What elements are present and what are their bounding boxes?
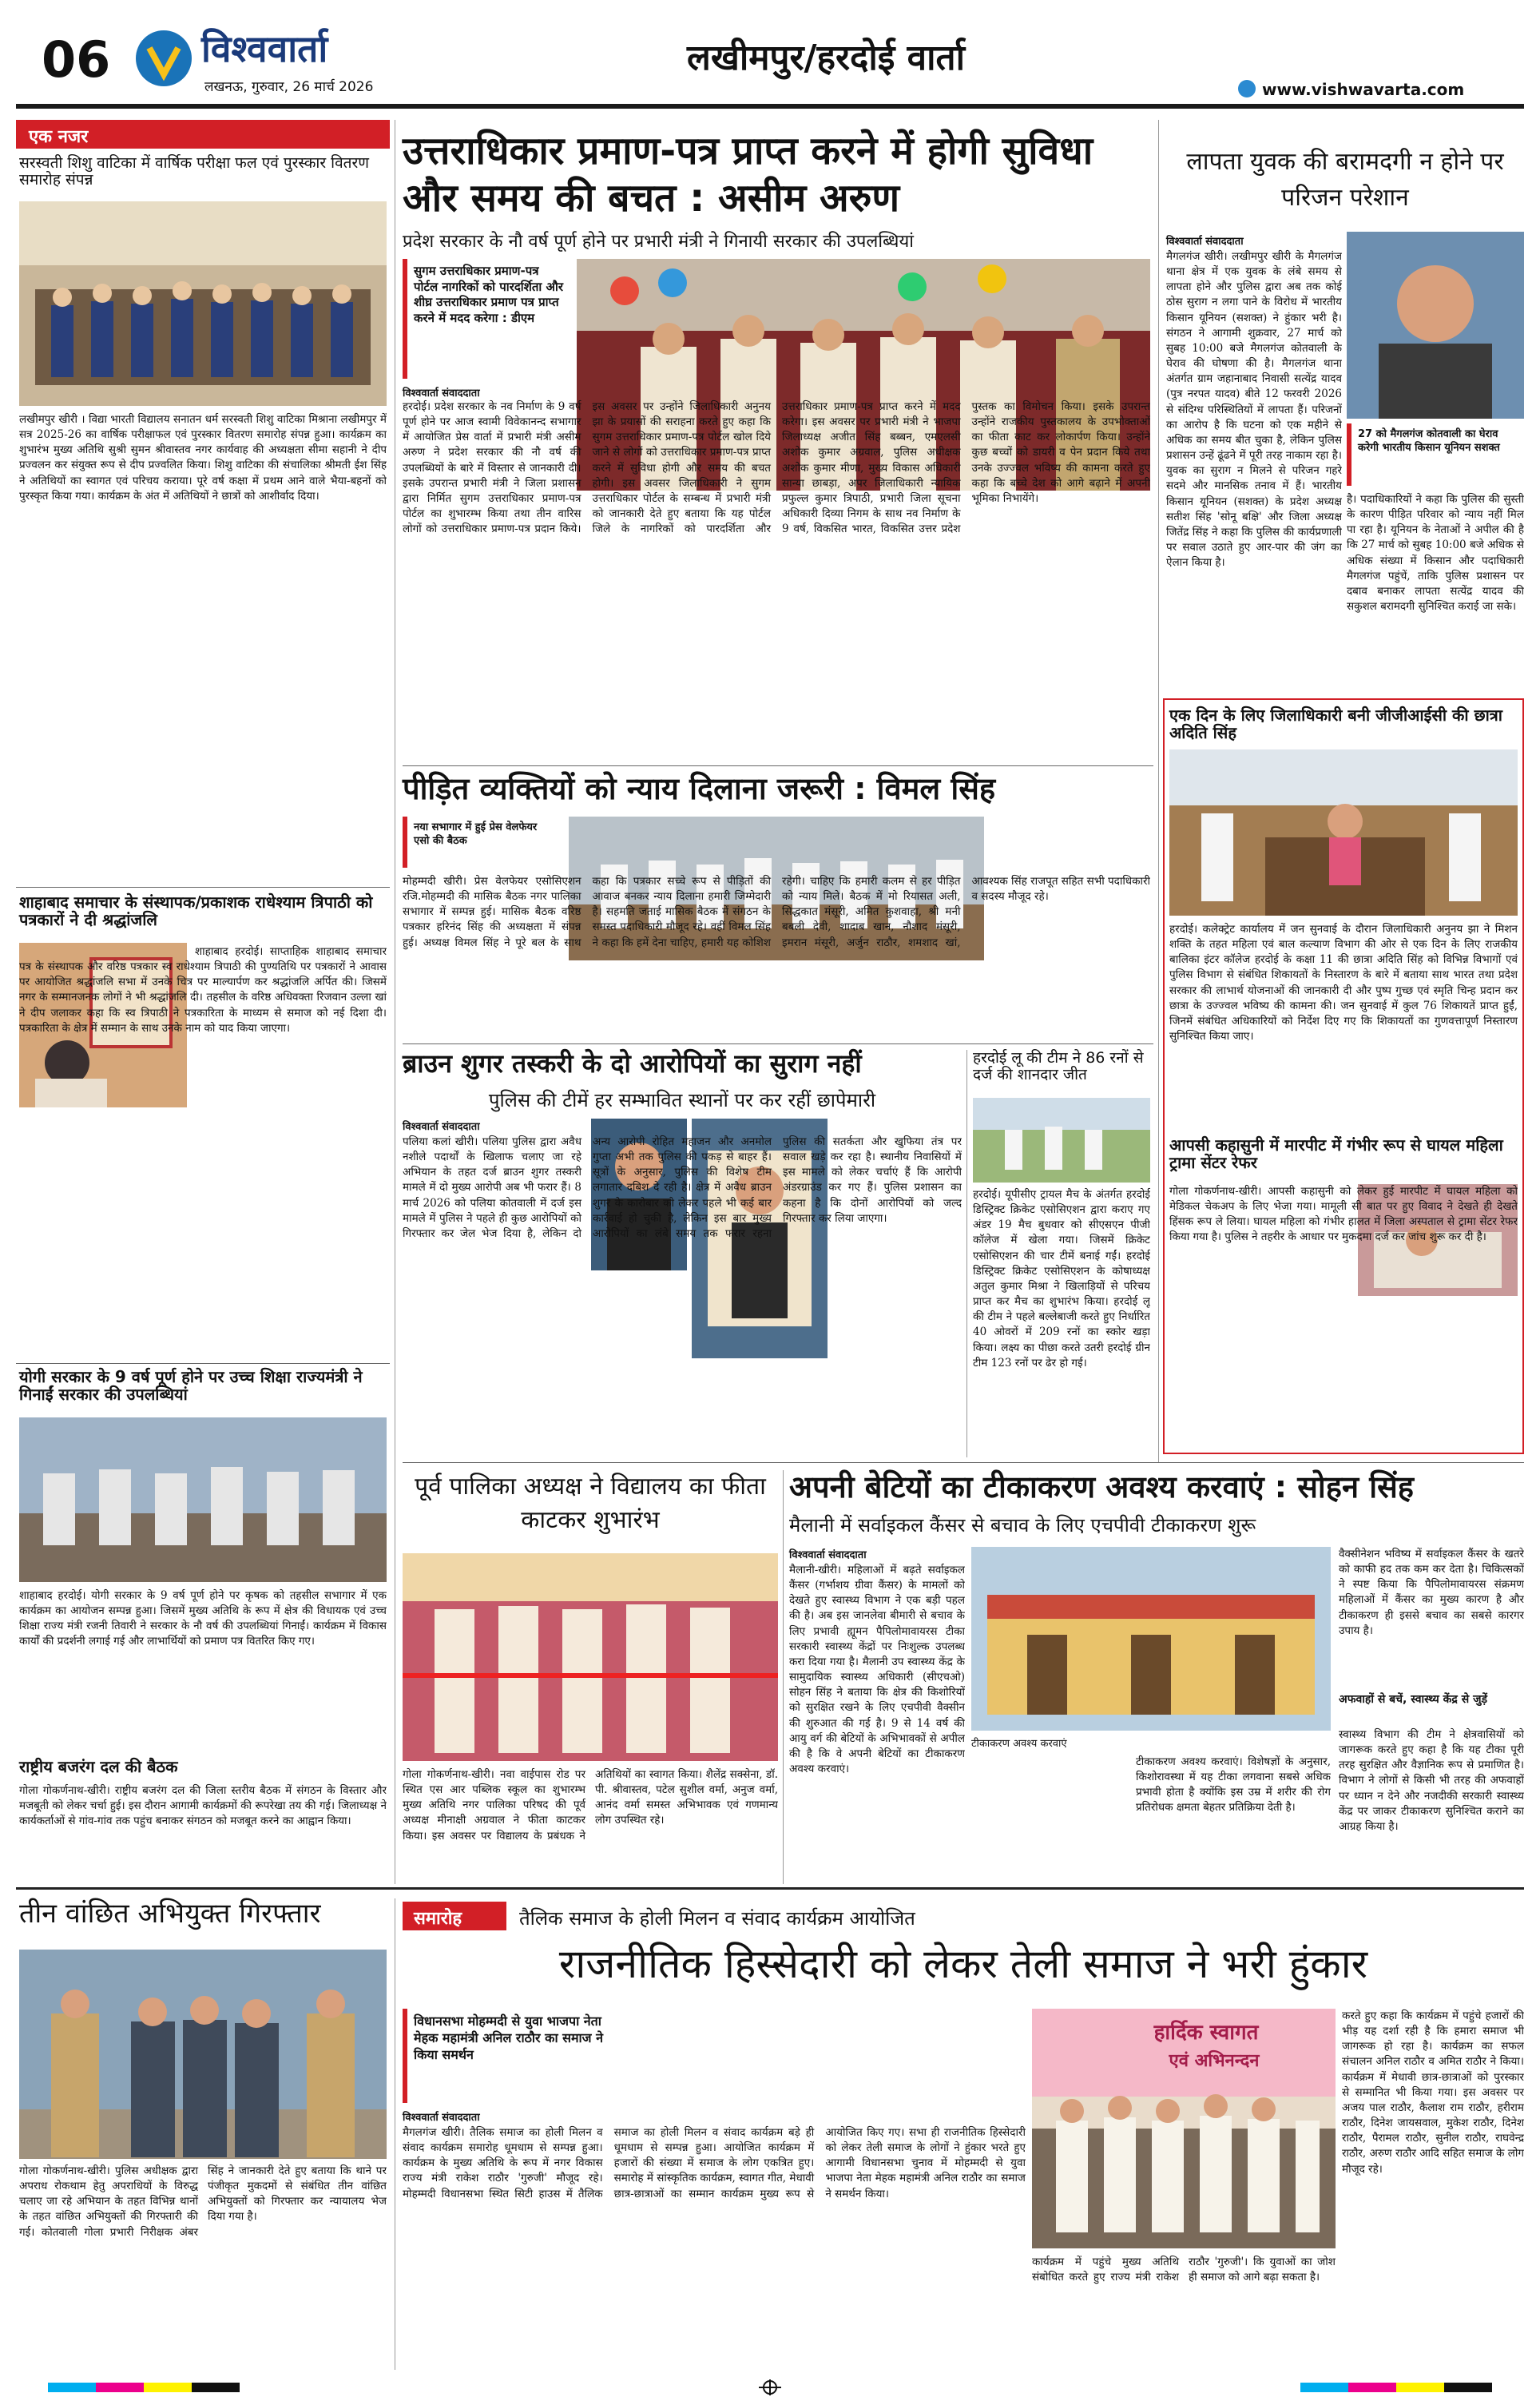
column-rule bbox=[1158, 120, 1159, 1462]
divider bbox=[16, 887, 390, 888]
section-title: लखीमपुर/हरदोई वार्ता bbox=[687, 38, 965, 78]
story-yogi-body: शाहाबाद हरदोई। योगी सरकार के 9 वर्ष पूर्ण होने पर कृषक को तहसील सभागार में एक कार्यक्रम का आयोजन सम्पन्न हुआ। जिसमें मुख्य अतिथि के रूप में क्षेत्र की विधायक एवं उच्च शिक्षा राज्य मंत्री रजनी तिवारी ने सरकार के नौ वर्ष की उपलब्धियां गिनाईं। कार्यक्रम में विकास कार्यों की प्रदर्शनी लगाई गई और लाभार्थियों को प्रमाण पत्र वितरित किए गए। bbox=[19, 1589, 387, 1648]
story-bajrang-headline: राष्ट्रीय बजरंग दल की बैठक bbox=[19, 1757, 178, 1776]
missing-body: मैगलगंज खीरी। लखीमपुर खीरी के मैगलगंज थाना क्षेत्र में एक युवक के लंबे समय से लापता होने और पुलिस द्वारा अब तक कोई ठोस सुराग न लगा पाने के विरोध में भारतीय किसान यूनियन (सशक्त) ने हुंकार भरी है। संगठन ने आगामी शुक्रवार, 27 मार्च को सुबह 10:00 बजे मैगलगंज कोतवाली के घेराव की घोषणा की है। मैगलगंज थाना अंतर्गत ग्राम जहानाबाद निवासी सत्येंद्र यादव (पुत्र नरपत यादव) बीते 12 फरवरी 2026 से संदिग्ध परिस्थितियों में लापता हैं। परिजनों का आरोप है कि घटना को एक महीने से अधिक का समय बीत चुका है, लेकिन पुलिस प्रशासन उन्हें ढूंढने में पूरी तरह नाकाम रहा है। युवक का सुराग न मिलने से परिजन गहरे सदमे और मानसिक तनाव में हैं। भारतीय किसान यूनियन (सशक्त) के प्रदेश अध्यक्ष सतीश सिंह 'सोनू बक्षि' और जिला अध्यक्ष जितेंद्र सिंह ने कहा कि पुलिस की कार्यप्रणाली पर सवाल उठाते हुए आर-पार की जंग का ऐलान किया है। bbox=[1166, 250, 1342, 570]
teli-kicker: तैलिक समाज के होली मिलन व संवाद कार्यक्रम आयोजित bbox=[519, 1907, 915, 1930]
missing-callout: 27 को मैगलगंज कोतवाली का घेराव करेगी भारतीय किसान यूनियन सशक्त bbox=[1347, 423, 1524, 486]
teli-body-cont: करते हुए कहा कि कार्यक्रम में पहुंचे हजारों की भीड़ यह दर्शा रही है कि हमारा समाज भी जागरूक हो रहा है। कार्यक्रम का सफल संचालन अनिल राठौर व अमित राठौर ने किया। कार्यक्रम में मेधावी छात्र-छात्राओं को पुरस्कार से सम्मानित भी किया गया। इस अवसर पर अजय पाल राठौर, कैलाश राम राठौर, हरीराम राठौर, दिनेश जायसवाल, मुकेश राठौर, दिनेश राठौर, पैरामल राठौर, सुनील राठौर, राघवेन्द्र राठौर, अरुण राठौर आदि सहित समाज के लोग मौजूद रहे। bbox=[1342, 2009, 1524, 2176]
teli-banner-2: एवं अभिनन्दन bbox=[1169, 2051, 1260, 2071]
masthead-rule bbox=[16, 104, 1524, 109]
teli-banner-1: हार्दिक स्वागत bbox=[1153, 2021, 1259, 2045]
palika-headline: पूर्व पालिका अध्यक्ष ने विद्यालय का फीता काटकर शुभारंभ bbox=[415, 1473, 766, 1534]
page-number: 06 bbox=[42, 30, 111, 89]
palika-photo bbox=[403, 1553, 778, 1761]
yogi-event-photo bbox=[19, 1417, 387, 1582]
column-rule bbox=[783, 1470, 784, 1884]
column-rule bbox=[966, 1050, 967, 1457]
missing-headline: लापता युवक की बरामदगी न होने पर परिजन परेशान bbox=[1186, 148, 1504, 212]
sugar-byline: विश्ववार्ता संवाददाता bbox=[403, 1121, 480, 1133]
hpv-photo-caption: टीकाकरण अवश्य करवाएं bbox=[971, 1738, 1067, 1750]
collector-photo bbox=[1169, 749, 1518, 916]
vimal-headline: पीड़ित व्यक्तियों को न्याय दिलाना जरूरी : विमल सिंह bbox=[403, 771, 996, 806]
missing-photo bbox=[1347, 232, 1524, 419]
story-saraswati-body: लखीमपुर खीरी । विद्या भारती विद्यालय सनातन धर्म सरस्वती शिशु वाटिका मिश्राना लखीमपुर में सत्र 2025-26 का वार्षिक परीक्षाफल एवं पुरस्कार वितरण समारोह संपन्न हुआ। कार्यक्रम का शुभारंभ मुख्य अतिथि सुश्री सुमन श्रीवास्तव नगर कार्यवाह की अध्यक्षता सीमा सहानी ने दीप प्रज्वलन कर संयुक्त रूप से दीप प्रज्वलित किया। शिशु वाटिका की संचालिका श्रीमती ईश सिंह ने अतिथियों का स्वागत एवं परिचय कराया। पूरे वर्ष कक्षा में प्रथम आने वाले भैया-बहनों को पुरस्कृत किया गया। कार्यक्रम के अंत में अतिथियों ने छात्रों को आशीर्वाद दिया। bbox=[19, 413, 387, 503]
hpv-byline: विश्ववार्ता संवाददाता bbox=[789, 1549, 867, 1561]
arrest-photo bbox=[19, 1950, 387, 2159]
lead-body: हरदोई। प्रदेश सरकार के नव निर्माण के 9 वर्ष पूर्ण होने पर आज स्वामी विवेकानन्द सभागार में आयोजित प्रेस वार्ता में प्रभारी मंत्री असीम अरुण ने प्रदेश सरकार की नौ वर्ष की उपलब्धियों के बारे में विस्तार से जानकारी दी। इसके उपरान्त प्रभारी मंत्री ने जिला प्रशासन द्वारा निर्मित सुगम उत्तराधिकार प्रमाण-पत्र पोर्टल का शुभारम्भ किया तथा तीन वारिस लोगों को उत्तराधिकार प्रमाण-पत्र प्रदान किये। इस अवसर पर उन्होंने जिलाधिकारी अनुनय झा के प्रयासों की सराहना करते हुए कहा कि सुगम उत्तराधिकार प्रमाण-पत्र पोर्टल खोल दिये जाने से लोगों को उत्तराधिकार प्रमाण-पत्र प्राप्त करने में सुविधा होगी और समय की बचत होगी। इस अवसर जिलाधिकारी ने सुगम उत्तराधिकार पोर्टल के सम्बन्ध में प्रभारी मंत्री को जानकारी देते हुए बताया कि यह पोर्टल जिले के नागरिकों को पारदर्शिता और उत्तराधिकार प्रमाण-पत्र प्राप्त करने में मदद करेगा। इस अवसर पर प्रभारी मंत्री ने भाजपा जिलाध्यक्ष अजीत सिंह बब्बन, एमएलसी अशोक कुमार अग्रवाल, पुलिस अधीक्षक अशोक कुमार मीणा, मुख्य विकास अधिकारी सान्या छाबड़ा, अपर जिलाधिकारी न्यायिक प्रफुल्ल कुमार त्रिपाठी, प्रभारी जिला सूचना अधिकारी दिव्या निगम के साथ नव निर्माण के 9 वर्ष, विकसित भारत, विकसित उत्तर प्रदेश पुस्तक का विमोचन किया। इसके उपरान्त उन्होंने राजकीय पुस्तकालय के उपभोक्ताओं का फीता काट कर लोकार्पण किया। उन्होंने कुछ बच्चों को डायरी व पेन प्रदान किये तथा उनके उज्ज्वल भविष्य की कामना करते हुए कहा कि बच्चे देश को आगे बढ़ाने में अपनी भूमिका निभायेंगे। bbox=[403, 400, 1150, 536]
story-bajrang-body: गोला गोकर्णनाथ-खीरी। राष्ट्रीय बजरंग दल की जिला स्तरीय बैठक में संगठन के विस्तार और मजबूती को लेकर चर्चा हुई। इस दौरान आगामी कार्यक्रमों की रूपरेखा तय की गई। जिलाध्यक्ष ने कार्यकर्ताओं से गांव-गांव तक पहुंच बनाकर संगठन को मजबूत करने का आह्वान किया। bbox=[19, 1784, 387, 1828]
website[interactable]: www.vishwavarta.com bbox=[1262, 80, 1465, 99]
divider bbox=[16, 1363, 390, 1364]
arrest-headline: तीन वांछित अभियुक्त गिरफ्तार bbox=[19, 1898, 321, 1930]
lead-callout: सुगम उत्तराधिकार प्रमाण-पत्र पोर्टल नागरिकों को पारदर्शिता और शीघ्र उत्तराधिकार प्रमाण पत्र प्राप्त करने में मदद करेगा : डीएम bbox=[403, 259, 570, 379]
missing-byline: विश्ववार्ता संवाददाता bbox=[1166, 236, 1244, 248]
hpv-body-cont2: स्वास्थ्य विभाग की टीम ने क्षेत्रवासियों को जागरूक करते हुए कहा है कि यह टीका पूरी तरह सुरक्षित और वैज्ञानिक रूप से प्रमाणित है। विभाग ने लोगों से किसी भी तरह की अफवाहों पर ध्यान न देने और नजदीकी सरकारी स्वास्थ्य केंद्र पर जाकर टीकाकरण सुनिश्चित कराने का आग्रह किया है। bbox=[1339, 1728, 1524, 1833]
school-photo bbox=[19, 201, 387, 406]
ek-nazar-tag: एक नजर bbox=[16, 120, 390, 149]
missing-body-cont: है। पदाधिकारियों ने कहा कि पुलिस की सुस्ती के कारण पीड़ित परिवार को न्याय नहीं मिल पा रहा है। यूनियन के नेताओं ने अपील की है कि 27 मार्च को सुबह 10:00 बजे अधिक से अधिक संख्या में किसान और पदाधिकारी मैगलगंज पहुंचें, ताकि पुलिस प्रशासन पर दबाव बनाकर लापता सत्येंद्र यादव की सकुशल बरामदगी सुनिश्चित कराई जा सके। bbox=[1347, 493, 1524, 614]
paper-name: विश्ववार्ता bbox=[201, 27, 328, 70]
cricket-photo bbox=[973, 1098, 1150, 1183]
hpv-body-cont: वैक्सीनेशन भविष्य में सर्वाइकल कैंसर के खतरे को काफी हद तक कम कर देता है। चिकित्सकों ने स्पष्ट किया कि पैपिलोमावायरस संक्रमण महिलाओं में कैंसर का मुख्य कारण है और टीकाकरण ही इससे बचाव का सबसे कारगर उपाय है। bbox=[1339, 1548, 1524, 1637]
hpv-subheadline: मैलानी में सर्वाइकल कैंसर से बचाव के लिए एचपीवी टीकाकरण शुरू bbox=[789, 1514, 1256, 1536]
teli-callout: विधानसभा मोहम्मदी से युवा भाजपा नेता मेहक महामंत्री अनिल राठौर का समाज ने किया समर्थन bbox=[403, 2009, 610, 2103]
cricket-body: हरदोई। यूपीसीए ट्रायल मैच के अंतर्गत हरदोई डिस्ट्रिक्ट क्रिकेट एसोसिएशन द्वारा कराए गए अंडर 19 मैच बुधवार को सीएसएन पीजी कॉलेज में खेला गया। जिसमें क्रिकेट एसोसिएशन की चार टीमें बनाई गईं। हरदोई डिस्ट्रिक्ट क्रिकेट एसोसिएशन के कोषाध्यक्ष अतुल कुमार मिश्रा ने खिलाड़ियों से परिचय प्राप्त कर मैच का शुभारंभ किया। हरदोई लू की टीम ने पहले बल्लेबाजी करते हुए निर्धारित 40 ओवरों में 209 रनों का स्कोर खड़ा किया। लक्ष्य का पीछा करते उतरी हरदोई ग्रीन टीम 123 रनों पर ढेर हो गई। bbox=[973, 1188, 1150, 1369]
ek-nazar-column bbox=[16, 120, 390, 1884]
sakhi-headline: आपसी कहासुनी में मारपीट में गंभीर रूप से घायल महिला ट्रामा सेंटर रेफर bbox=[1169, 1135, 1503, 1173]
collector-headline: एक दिन के लिए जिलाधिकारी बनी जीजीआईसी की छात्रा अदिति सिंह bbox=[1169, 706, 1502, 743]
teli-photo-caption-text: कार्यक्रम में पहुंचे मुख्य अतिथि संबोधित करते हुए राज्य मंत्री राकेश राठौर 'गुरुजी'। कि युवाओं का जोश ही समाज को आगे बढ़ा सकता है। bbox=[1032, 2256, 1336, 2284]
samaroh-tag: समारोह bbox=[403, 1902, 506, 1930]
sugar-headline: ब्राउन शुगर तस्करी के दो आरोपियों का सुराग नहीं bbox=[403, 1048, 862, 1079]
dateline: लखनऊ, गुरुवार, 26 मार्च 2026 bbox=[204, 79, 374, 95]
story-shahabad-headline: शाहाबाद समाचार के संस्थापक/प्रकाशक राधेश्याम त्रिपाठी को पत्रकारों ने दी श्रद्धांजलि bbox=[19, 892, 373, 930]
story-saraswati-headline: सरस्वती शिशु वाटिका में वार्षिक परीक्षा फल एवं पुरस्कार वितरण समारोह संपन्न bbox=[19, 154, 369, 189]
hpv-body-mid: टीकाकरण अवश्य करवाएं। विशेषज्ञों के अनुसार, किशोरावस्था में यह टीका लगवाना सबसे अधिक प्रभावी होता है क्योंकि इस उम्र में शरीर की रोग प्रतिरोधक क्षमता बेहतर प्रतिक्रिया देती है। bbox=[1136, 1755, 1331, 1815]
collector-body: हरदोई। कलेक्ट्रेट कार्यालय में जन सुनवाई के दौरान जिलाधिकारी अनुनय झा ने मिशन शक्ति के तहत महिला एवं बाल कल्याण विभाग की ओर से एक दिन के लिए राजकीय बालिका इंटर कॉलेज हरदोई के कक्षा 11 की छात्रा अदिति सिंह को विभिन्न विभागों एवं पुलिस विभाग से संबंधित शिकायतों के निस्तारण के बारे में बताया साथ भारत तथा प्रदेश सरकार की लाभार्थ योजनाओं की जानकारी दी और पुष्प गुच्छ एवं स्मृति चिन्ह प्रदान कर छात्रा के उज्ज्वल भविष्य की कामना की। जन सुनवाई में कुल 76 शिकायतें प्राप्त हुईं, जिनमें संबंधित अधिकारियों को निर्देश दिए गए कि शिकायतों का गुणवत्तापूर्ण निस्तारण सुनिश्चित किया जाए। bbox=[1169, 923, 1518, 1043]
hpv-subhead: अफवाहों से बचें, स्वास्थ्य केंद्र से जुड़ें bbox=[1339, 1693, 1487, 1706]
print-registration-strip bbox=[16, 2379, 1524, 2395]
story-shahabad-body: शाहाबाद हरदोई। साप्ताहिक शाहाबाद समाचार पत्र के संस्थापक और वरिष्ठ पत्रकार स्व राधेश्याम त्रिपाठी की पुण्यतिथि पर पत्रकारों ने आवास पर आयोजित श्रद्धांजलि सभा में उनके चित्र पर माल्यार्पण कर श्रद्धांजलि अर्पित की। जिसमें नगर के सम्मानजनक लोगों ने भी श्रद्धांजलि दी। तहसील के वरिष्ठ अधिवक्ता रिजवान उल्ला खां ने दीप जलाकर कहा कि स्व त्रिपाठी ने पत्रकारिता के माध्यम से समाज को नई दिशा दी। पत्रकारिता के क्षेत्र में सम्मान के साथ उनके नाम को याद किया जाएगा। bbox=[19, 945, 387, 1035]
divider bbox=[403, 1043, 1153, 1044]
sugar-body: पलिया कलां खीरी। पलिया पुलिस द्वारा अवैध नशीले पदार्थों के खिलाफ चलाए जा रहे अभियान के तहत दर्ज ब्राउन शुगर तस्करी मामले में दो मुख्य आरोपी अब भी फरार हैं। 8 मार्च 2026 को पलिया कोतवाली में दर्ज इस मामले में पुलिस ने पहले ही कुछ आरोपियों को गिरफ्तार कर जेल भेज दिया है, लेकिन दो अन्य आरोपी रोहित महाजन और अनमोल गुप्ता अभी तक पुलिस की पकड़ से बाहर हैं। सूत्रों के अनुसार, पुलिस की विशेष टीम लगातार दबिश दे रही है। क्षेत्र में अवैध ब्राउन शुगर के कारोबार को लेकर पहले भी कई बार कार्रवाई हो चुकी है, लेकिन इस बार मुख्य आरोपियों का लंबे समय तक फरार रहना पुलिस की सतर्कता और खुफिया तंत्र पर सवाल खड़े कर रहा है। स्थानीय निवासियों में इस मामले को लेकर चर्चाएं हैं कि आरोपी अंडरग्राउंड कर गए हैं। पुलिस प्रशासन का कहना है कि दोनों आरोपियों को जल्द गिरफ्तार कर लिया जाएगा। bbox=[403, 1135, 962, 1240]
masthead bbox=[0, 0, 1540, 102]
teli-body: मैगलगंज खीरी। तैलिक समाज का होली मिलन व संवाद कार्यक्रम समारोह धूमधाम से सम्पन्न हुआ। कार्यक्रम के मुख्य अतिथि के रूप में नगर विकास राज्य मंत्री राकेश राठौर 'गुरुजी' मौजूद रहे। मोहम्मदी विधानसभा स्थित सिटी हाउस में तैलिक समाज का होली मिलन व संवाद कार्यक्रम बड़े ही धूमधाम से सम्पन्न हुआ। आयोजित कार्यक्रम में हजारों की संख्या में समाज के लोग एकत्रित हुए। समारोह में सांस्कृतिक कार्यक्रम, स्वागत गीत, मेधावी छात्र-छात्राओं का सम्मान कार्यक्रम मुख्य रूप से आयोजित किए गए। सभा ही राजनीतिक हिस्सेदारी को लेकर तेली समाज के लोगों ने हुंकार भरते हुए आगामी विधानसभा चुनाव में मोहम्मदी से युवा भाजपा नेता मेहक महामंत्री अनिल राठौर का समाज ने समर्थन किया। bbox=[403, 2126, 1026, 2200]
arrest-body: गोला गोकर्णनाथ-खीरी। पुलिस अधीक्षक द्वारा अपराध रोकथाम हेतु अपराधियों के विरुद्ध चलाए जा रहे अभियान के तहत विभिन्न थानों के तहत वांछित अभियुक्तों की गिरफ्तारी की गई। कोतवाली गोला प्रभारी निरीक्षक अंबर सिंह ने जानकारी देते हुए बताया कि थाने पर पंजीकृत मुकदमों से संबंधित तीन वांछित अभियुक्तों को गिरफ्तार कर न्यायालय भेज दिया गया है। bbox=[19, 2164, 387, 2239]
divider bbox=[16, 1887, 1524, 1890]
vimal-callout: नया सभागार में हुई प्रेस वेलफेयर एसो की बैठक bbox=[403, 817, 562, 868]
hpv-headline: अपनी बेटियों का टीकाकरण अवश्य करवाएं : सोहन सिंह bbox=[789, 1469, 1414, 1505]
divider bbox=[403, 765, 1153, 766]
lead-subheadline: प्रदेश सरकार के नौ वर्ष पूर्ण होने पर प्रभारी मंत्री ने गिनायी सरकार की उपलब्धियां bbox=[403, 232, 914, 252]
sakhi-body: गोला गोकर्णनाथ-खीरी। आपसी कहासुनी को लेकर हुई मारपीट में घायल महिला को मेडिकल चेकअप के लिए भेजा गया। मामूली सी बात पर हुए विवाद ने देखते ही देखते हिंसक रूप ले लिया। घायल महिला को गंभीर हालत में जिला अस्पताल से ट्रामा सेंटर रेफर किया गया है। पुलिस ने तहरीर के आधार पर मुकदमा दर्ज कर जांच शुरू कर दी है। bbox=[1169, 1185, 1518, 1244]
vimal-body: मोहम्मदी खीरी। प्रेस वेलफेयर एसोसिएशन रजि.मोहम्मदी की मासिक बैठक नगर पालिका सभागार में सम्पन्न हुई। मासिक बैठक वरिष्ठ पत्रकार हरिनंद सिंह की अध्यक्षता में संपन्न हुई। अध्यक्ष विमल सिंह ने पूरे बल के साथ कहा कि पत्रकार सच्चे रूप से पीड़ितों की आवाज बनकर न्याय दिलाना हमारी जिम्मेदारी है। सहमति जताई मासिक बैठक में संगठन के समस्त पदाधिकारी मौजूद रहे। वहीं विमल सिंह ने कहा कि हमें देना चाहिए, हमारी यह कोशिश रहेगी। चाहिए कि हमारी कलम से हर पीड़ित को न्याय मिले। बैठक में मो रियासत अली, सिद्धकात मंसूरी, अमित कुशवाहा, श्री मनी बबली देवी, शादाब खान, नौशाद मंसूरी, इमरान मंसूरी, अर्जुन राठौर, शमशाद खां, आवश्यक सिंह राजपूत सहित सभी पदाधिकारी व सदस्य मौजूद रहे। bbox=[403, 875, 1150, 949]
logo-icon bbox=[136, 30, 192, 86]
teli-headline: राजनीतिक हिस्सेदारी को लेकर तेली समाज ने भरी हुंकार bbox=[558, 1941, 1368, 1987]
cricket-headline: हरदोई लू की टीम ने 86 रनों से दर्ज की शानदार जीत bbox=[973, 1049, 1144, 1084]
divider bbox=[403, 1462, 1524, 1463]
globe-icon bbox=[1238, 80, 1256, 97]
lead-byline: विश्ववार्ता संवाददाता bbox=[403, 388, 480, 400]
teli-byline: विश्ववार्ता संवाददाता bbox=[403, 2112, 480, 2124]
hpv-body: मैलानी-खीरी। महिलाओं में बढ़ते सर्वाइकल कैंसर (गर्भाशय ग्रीवा कैंसर) के मामलों को देखते हुए स्वास्थ्य विभाग ने एक बड़ी पहल की है। अब इस जानलेवा बीमारी से बचाव के लिए प्रभावी ह्यूमन पैपिलोमावायरस टीका सरकारी स्वास्थ्य केंद्रों पर निःशुल्क उपलब्ध करा दिया गया है। मैलानी उप स्वास्थ्य केंद्र के सामुदायिक स्वास्थ्य अधिकारी (सीएचओ) सोहन सिंह ने बताया कि क्षेत्र की किशोरियों को सुरक्षित रखने के लिए एचपीवी वैक्सीन की शुरुआत की गई है। 9 से 14 वर्ष की आयु वर्ग की बेटियों के अभिभावकों से अपील की है कि वे अपनी बेटियों का टीकाकरण अवश्य करवाएं। bbox=[789, 1564, 965, 1776]
palika-body: गोला गोकर्णनाथ-खीरी। नवा वाईपास रोड पर स्थित एस आर पब्लिक स्कूल का शुभारम्भ मुख्य अतिथि नगर पालिका परिषद की पूर्व अध्यक्ष मीनाक्षी अग्रवाल ने फीता काटकर किया। इस अवसर पर विद्यालय के प्रबंधक ने अतिथियों का स्वागत किया। शैलेंद्र सक्सेना, डॉ. पी. श्रीवास्तव, पटेल सुशील वर्मा, अनुज वर्मा, आनंद वर्मा समस्त अभिभावक एवं गणमान्य लोग उपस्थित रहे। bbox=[403, 1768, 778, 1842]
lead-headline: उत्तराधिकार प्रमाण-पत्र प्राप्त करने में होगी सुविधा और समय की बचत : असीम अरुण bbox=[403, 129, 1093, 221]
story-yogi-headline: योगी सरकार के 9 वर्ष पूर्ण होने पर उच्च शिक्षा राज्यमंत्री ने गिनाईं सरकार की उपलब्धियां bbox=[19, 1367, 363, 1405]
sugar-subheadline: पुलिस की टीमें हर सम्भावित स्थानों पर कर रहीं छापेमारी bbox=[488, 1089, 876, 1111]
hpv-photo bbox=[971, 1547, 1331, 1731]
